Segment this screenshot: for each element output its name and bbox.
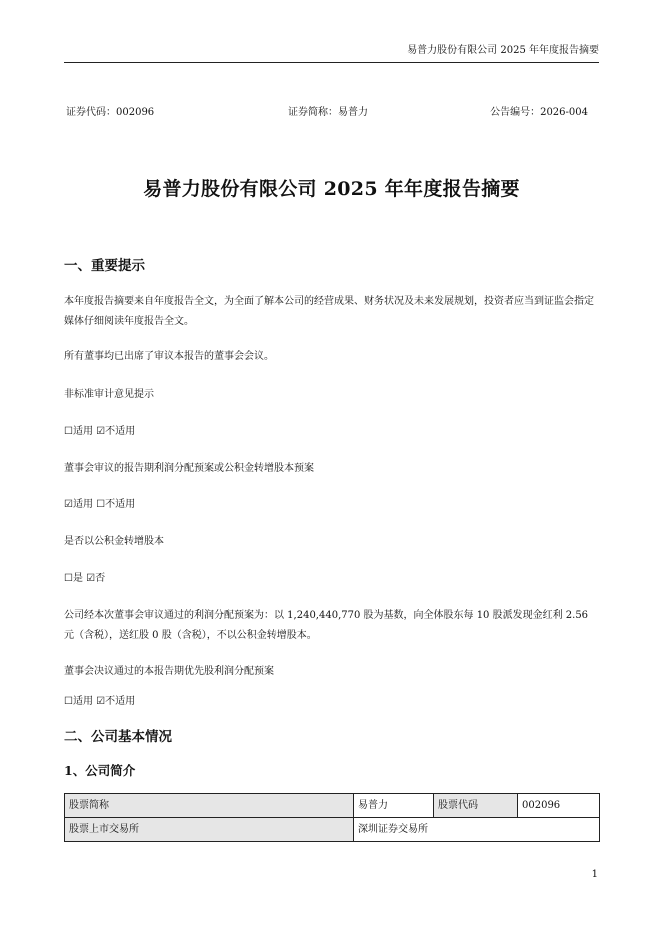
table-row <box>65 818 600 842</box>
announcement-number: 公告编号：2026-004 <box>490 107 588 118</box>
stock-abbreviation: 证券简称：易普力 <box>288 107 368 118</box>
directors-attendance: 所有董事均已出席了审议本报告的董事会会议。 <box>64 351 274 362</box>
document-title: 易普力股份有限公司 2025 年年度报告摘要 <box>143 178 520 200</box>
running-header: 易普力股份有限公司 2025 年年度报告摘要 <box>407 45 599 56</box>
stock-code: 证券代码：002096 <box>66 107 155 118</box>
company-profile-table <box>64 793 600 842</box>
preferred-dividend-label: 董事会决议通过的本报告期优先股利润分配预案 <box>64 666 274 677</box>
table-cell-exchange-label: 股票上市交易所 <box>65 818 354 842</box>
header-rule <box>64 62 599 63</box>
table-cell-stock-code-value: 002096 <box>518 794 600 818</box>
table-cell-exchange-value: 深圳证券交易所 <box>354 818 600 842</box>
preferred-dividend-choice: ☐适用 ☑不适用 <box>64 696 136 707</box>
table-cell-stock-code-label: 股票代码 <box>434 794 518 818</box>
subsection-company-profile: 1、公司简介 <box>64 763 136 778</box>
section-heading-important-notes: 一、重要提示 <box>64 258 145 274</box>
profit-plan-choice: ☑适用 ☐不适用 <box>64 499 136 510</box>
non-standard-audit-label: 非标准审计意见提示 <box>64 389 154 400</box>
page-number: 1 <box>591 869 598 880</box>
capital-reserve-label: 是否以公积金转增股本 <box>64 536 164 547</box>
intro-paragraph: 本年度报告摘要来自年度报告全文，为全面了解本公司的经营成果、财务状况及未来发展规划，投资者应当到证监会指定媒体仔细阅读年度报告全文。 <box>64 296 594 327</box>
table-cell-stock-abbr-label: 股票简称 <box>65 794 354 818</box>
profit-plan-detail: 公司经本次董事会审议通过的利润分配预案为：以 1,240,440,770 股为基数，向全体股东每 10 股派发现金红利 2.56 元（含税），送红股 0 股（含税），不以公积金转增股本。 <box>64 610 589 641</box>
section-heading-company-basics: 二、公司基本情况 <box>64 729 172 745</box>
table-row <box>65 794 600 818</box>
non-standard-audit-choice: ☐适用 ☑不适用 <box>64 426 136 437</box>
profit-plan-label: 董事会审议的报告期利润分配预案或公积金转增股本预案 <box>64 463 314 474</box>
capital-reserve-choice: ☐是 ☑否 <box>64 573 106 584</box>
table-cell-stock-abbr-value: 易普力 <box>354 794 434 818</box>
